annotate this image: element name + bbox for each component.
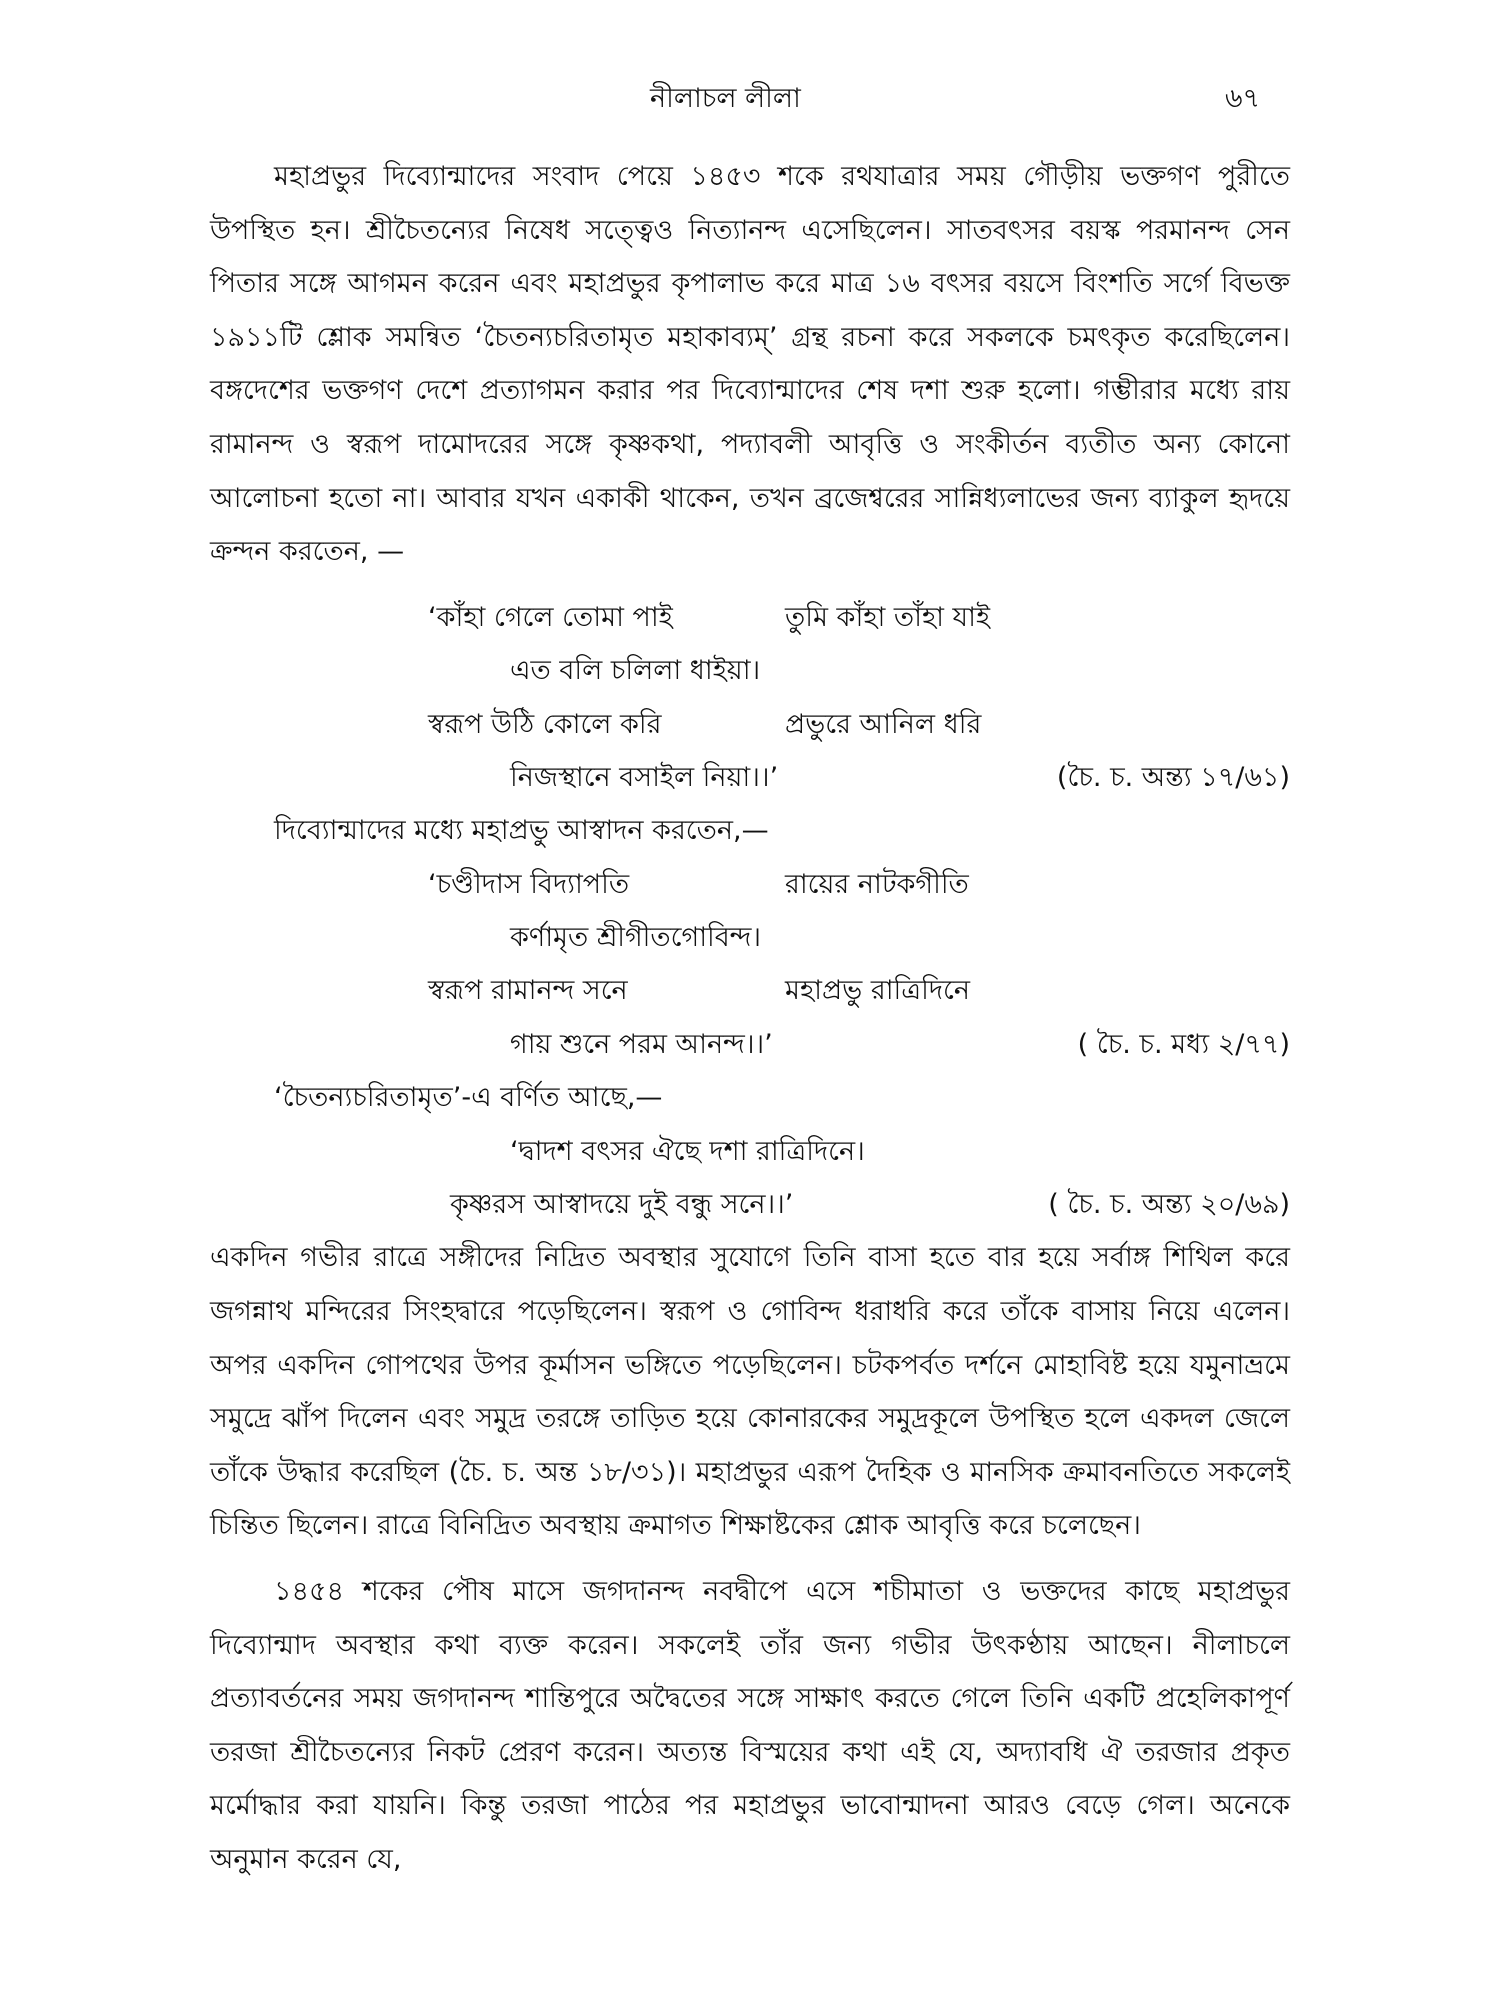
verse-line: কৃষ্ণরস আস্বাদয়ে দুই বন্ধু সনে।।’: [450, 1189, 794, 1221]
chapter-title: নীলাচল লীলা: [650, 83, 801, 114]
verse-block-3: [210, 1125, 1290, 1232]
verse-line: তুমি কাঁহা তাঁহা যাই: [785, 601, 990, 633]
verse-block-2: [210, 858, 1290, 1072]
verse-line: ‘চণ্ডীদাস বিদ্যাপতি: [428, 868, 630, 900]
verse-line: কর্ণামৃত শ্রীগীতগোবিন্দ।: [510, 922, 762, 954]
verse-line: ‘কাঁহা গেলে তোমা পাই: [428, 601, 673, 633]
verse-line: নিজস্থানে বসাইল নিয়া।।’: [510, 761, 779, 793]
verse-reference: ( চৈ. চ. অন্ত্য ২০/৬৯): [1048, 1189, 1290, 1221]
verse-intro-2: দিব্যোন্মাদের মধ্যে মহাপ্রভু আস্বাদন করতেন,—: [274, 815, 769, 847]
verse-line: রায়ের নাটকগীতি: [785, 868, 969, 900]
page-body: [210, 150, 1290, 1899]
verse-intro-3: ‘চৈতন্যচরিতামৃত’-এ বর্ণিত আছে,—: [274, 1082, 663, 1114]
verse-line: মহাপ্রভু রাত্রিদিনে: [785, 975, 970, 1007]
paragraph-3: ১৪৫৪ শকের পৌষ মাসে জগদানন্দ নবদ্বীপে এসে শচীমাতা ও ভক্তদের কাছে মহাপ্রভুর দিব্যোন্মাদ অবস্থার কথা ব্যক্ত করেন। সকলেই তাঁর জন্য গভীর উৎকণ্ঠায় আছেন। নীলাচলে প্রত্যাবর্তনের সময় জগদানন্দ শান্তিপুরে অদ্বৈতের সঙ্গে সাক্ষাৎ করতে গেলে তিনি একটি প্রহেলিকাপূর্ণ তরজা শ্রীচৈতন্যের নিকট প্রেরণ করেন। অত্যন্ত বিস্ময়ের কথা এই যে, অদ্যাবধি ঐ তরজার প্রকৃত মর্মোদ্ধার করা যায়নি। কিন্তু তরজা পাঠের পর মহাপ্রভুর ভাবোন্মাদনা আরও বেড়ে গেল। অনেকে অনুমান করেন যে,: [210, 1576, 1290, 1875]
verse-reference: (চৈ. চ. অন্ত্য ১৭/৬১): [1056, 761, 1290, 793]
verse-line: ‘দ্বাদশ বৎসর ঐছে দশা রাত্রিদিনে।: [510, 1135, 865, 1167]
verse-line: এত বলি চলিলা ধাইয়া।: [510, 655, 761, 687]
paragraph-1: মহাপ্রভুর দিব্যোন্মাদের সংবাদ পেয়ে ১৪৫৩ শকে রথযাত্রার সময় গৌড়ীয় ভক্তগণ পুরীতে উপস্থিত হন। শ্রীচৈতন্যের নিষেধ সত্ত্বেও নিত্যানন্দ এসেছিলেন। সাতবৎসর বয়স্ক পরমানন্দ সেন পিতার সঙ্গে আগমন করেন এবং মহাপ্রভুর কৃপালাভ করে মাত্র ১৬ বৎসর বয়সে বিংশতি সর্গে বিভক্ত ১৯১১টি শ্লোক সমন্বিত ‘চৈতন্যচরিতামৃত মহাকাব্যম্’ গ্রন্থ রচনা করে সকলকে চমৎকৃত করেছিলেন। বঙ্গদেশের ভক্তগণ দেশে প্রত্যাগমন করার পর দিব্যোন্মাদের শেষ দশা শুরু হলো। গম্ভীরার মধ্যে রায় রামানন্দ ও স্বরূপ দামোদরের সঙ্গে কৃষ্ণকথা, পদ্যাবলী আবৃত্তি ও সংকীর্তন ব্যতীত অন্য কোনো আলোচনা হতো না। আবার যখন একাকী থাকেন, তখন ব্রজেশ্বরের সান্নিধ্যলাভের জন্য ব্যাকুল হৃদয়ে ক্রন্দন করতেন, —: [210, 161, 1290, 568]
verse-line: গায় শুনে পরম আনন্দ।।’: [510, 1028, 773, 1060]
verse-line: স্বরূপ উঠি কোলে করি: [428, 708, 662, 740]
verse-line: স্বরূপ রামানন্দ সনে: [428, 975, 628, 1007]
running-header: [0, 78, 1500, 128]
paragraph-2: একদিন গভীর রাত্রে সঙ্গীদের নিদ্রিত অবস্থার সুযোগে তিনি বাসা হতে বার হয়ে সর্বাঙ্গ শিথিল করে জগন্নাথ মন্দিরের সিংহদ্বারে পড়েছিলেন। স্বরূপ ও গোবিন্দ ধরাধরি করে তাঁকে বাসায় নিয়ে এলেন। অপর একদিন গোপথের উপর কূর্মাসন ভঙ্গিতে পড়েছিলেন। চটকপর্বত দর্শনে মোহাবিষ্ট হয়ে যমুনাভ্রমে সমুদ্রে ঝাঁপ দিলেন এবং সমুদ্র তরঙ্গে তাড়িত হয়ে কোনারকের সমুদ্রকূলে উপস্থিত হলে একদল জেলে তাঁকে উদ্ধার করেছিল (চৈ. চ. অন্ত ১৮/৩১)। মহাপ্রভুর এরূপ দৈহিক ও মানসিক ক্রমাবনতিতে সকলেই চিন্তিত ছিলেন। রাত্রে বিনিদ্রিত অবস্থায় ক্রমাগত শিক্ষাষ্টকের শ্লোক আবৃত্তি করে চলেছেন।: [210, 1242, 1290, 1542]
verse-line: প্রভুরে আনিল ধরি: [785, 708, 982, 740]
page-number: ৬৭: [1225, 83, 1261, 114]
verse-reference: ( চৈ. চ. মধ্য ২/৭৭): [1077, 1028, 1290, 1060]
verse-block-1: [210, 591, 1290, 805]
